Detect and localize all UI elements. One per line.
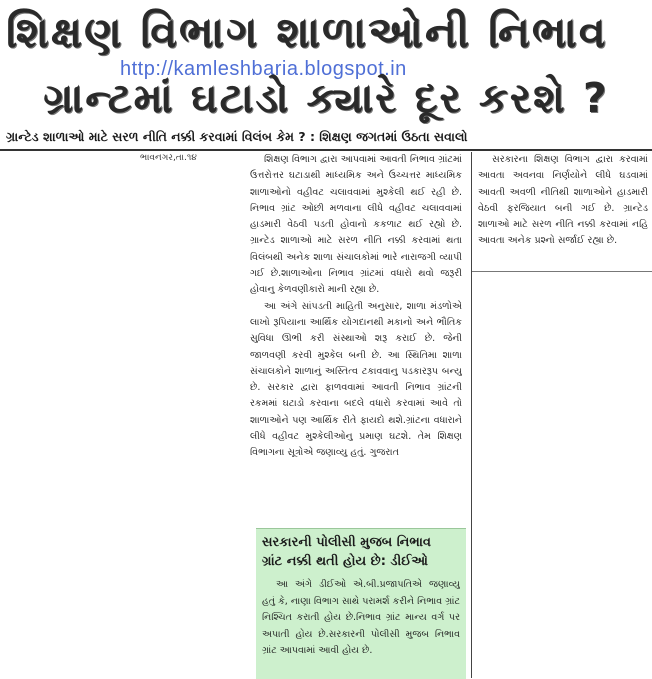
headline-line-1: શિક્ષણ વિભાગ શાળાઓની નિભાવ: [6, 8, 608, 58]
sidebar-box: [256, 528, 466, 679]
article-paragraph: આ અંગે સાંપડતી માહિતી અનુસાર, શાળા મંડળોએ લાખો રૂપિયાના આર્થિક યોગદાનથી મકાનો અને ભૌતિક સુવિધા ઊભી કરી સંસ્થાઓ શરૂ કરાઈ છે. જેની જાળવણી કરવી મુશ્કેલ બની છે. આ સ્થિતિમા શાળા સંચાલકોને શાળાનું અસ્તિત્વ ટકાવવાનુ પડકારરૂપ બન્યુ છે. સરકાર દ્વારા ફાળવવામાં આવતી નિભાવ ગ્રાંટની રકમમાં ઘટાડો કરવાના બદલે વધારો કરવામાં આવે તો શાળાઓને પણ આર્થિક રીતે ફાયદો થશે.ગ્રાંટના વધારાને લીધે વહીવટ મુશ્કેલીઓનુ પ્રમાણ ઘટશે. તેમ શિક્ષણ વિભાગના સૂત્રોએ જણાવ્યુ હતું. ગુજરાત: [250, 300, 462, 459]
article-paragraph: સરકારના શિક્ષણ વિભાગ દ્વારા કરવામાં આવતા અવનવા નિર્ણયોને લીધે ઘડવામાં આવતી અવળી નીતિથી શાળાઓને હાડમારી વેઠવી ફરજિયાત બની ગઈ છે. ગ્રાન્ટેડ શાળાઓ માટે સરળ નીતિ નક્કી કરવામાં નહિ આવતા અનેક પ્રશ્નો સર્જાઈ રહ્યા છે.: [478, 154, 648, 247]
sidebar-box-title-line-2: ગ્રાંટ નક્કી થતી હોય છે: ડીઈઓ: [262, 554, 428, 569]
subheadline: ગ્રાન્ટેડ શાળાઓ માટે સરળ નીતિ નક્કી કરવામાં વિલંબ કેમ ? : શિક્ષણ જગતમાં ઉઠતા સવાલો: [6, 129, 468, 144]
sidebar-box-paragraph: આ અંગે ડીઈઓ એ.બી.પ્રજાપતિએ જણાવ્યુ હતું કે, નાણા વિભાગ સાથે પરામર્શ કરીને નિભાવ ગ્રાંટ નિશ્ચિત કરાતી હોય છે.નિભાવ ગ્રાંટ માન્ય વર્ગ પર અપાતી હોય છે.સરકારની પોલીસી મુજબ નિભાવ ગ્રાંટ આપવામાં આવી હોય છે.: [262, 579, 460, 656]
sidebar-box-body: [262, 577, 460, 677]
sidebar-box-title-line-1: સરકારની પોલીસી મુજબ નિભાવ: [262, 535, 432, 550]
column-divider: [471, 152, 472, 678]
article-column-1: [250, 152, 462, 540]
column-2-end-rule: [472, 271, 652, 272]
dateline: ભાવનગર,તા.૧૪: [140, 153, 197, 163]
header-rule: [0, 149, 652, 151]
article-column-2: [478, 152, 648, 268]
sidebar-box-title: [262, 533, 462, 571]
blog-url-watermark: http://kamleshbaria.blogspot.in: [120, 58, 407, 80]
article-paragraph: શિક્ષણ વિભાગ દ્વારા આપવામાં આવતી નિભાવ ગ્રાંટમાં ઉત્તરોત્તર ઘટાડાથી માધ્યમિક અને ઉચ્ચત્તર માધ્યમિક શાળાઓનો વહીવટ ચલાવવામાં મુશ્કેલી થઈ રહી છે. નિભાવ ગ્રાંટ ઓછી મળવાના લીધે વહીવટ ચલાવવામાં હાડમારી વેઠવી પડતી હોવાનો કકળાટ થઈ રહ્યો છે. ગ્રાન્ટેડ શાળાઓ માટે સરળ નીતિ નક્કી કરવામાં થતા વિલંબથી અનેક શાળા સંચાલકોમાં ભારે નારાજગી વ્યાપી ગઈ છે.શાળાઓના નિભાવ ગ્રાંટમાં વધારો થવો જરૂરી હોવાનુ કેળવણીકારો માની રહ્યા છે.: [250, 154, 462, 296]
headline-line-2: ગ્રાન્ટમાં ઘટાડો ક્યારે દૂર કરશે ?: [43, 74, 609, 122]
